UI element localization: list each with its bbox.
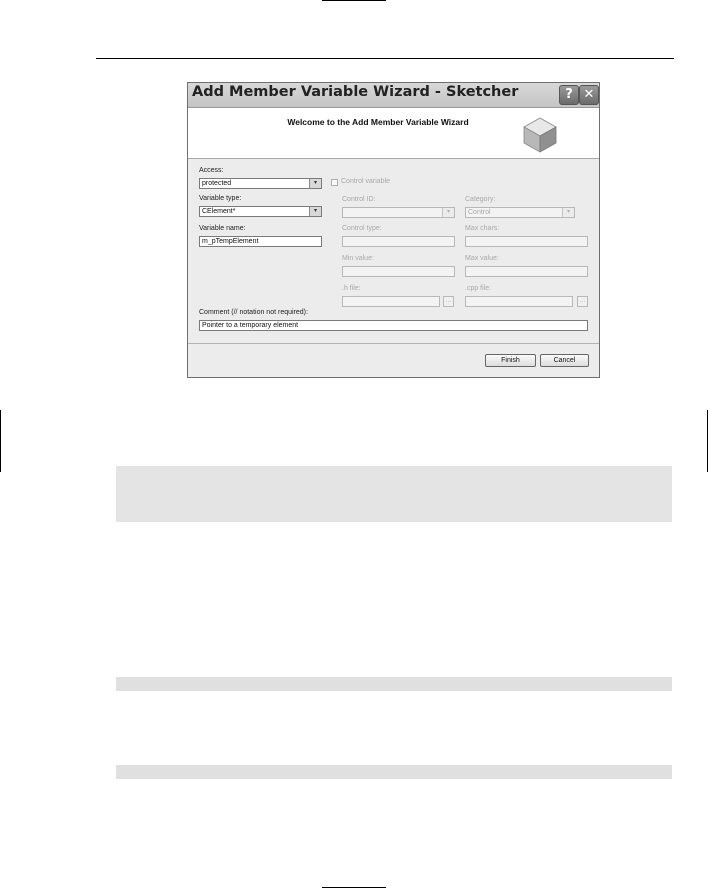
control-id-select[interactable]	[342, 207, 455, 218]
variable-name-label: Variable name:	[199, 225, 246, 232]
chevron-down-icon[interactable]: ▾	[309, 179, 321, 188]
chevron-down-icon[interactable]: ▾	[442, 208, 454, 217]
code-bar	[116, 765, 672, 779]
control-variable-label: Control variable	[341, 178, 391, 185]
add-member-variable-dialog	[187, 82, 600, 378]
category-label: Category:	[465, 196, 496, 203]
wizard-header	[188, 108, 599, 159]
control-variable-checkbox[interactable]	[331, 179, 338, 186]
variable-type-label: Variable type:	[199, 195, 242, 202]
control-type-input[interactable]	[342, 236, 455, 247]
header-rule	[96, 58, 674, 59]
comment-label: Comment (// notation not required):	[199, 309, 308, 316]
welcome-heading: Welcome to the Add Member Variable Wizard	[287, 117, 469, 127]
comment-input[interactable]: Pointer to a temporary element	[199, 320, 588, 331]
max-chars-label: Max chars:	[465, 225, 500, 232]
help-icon[interactable]: ?	[559, 85, 579, 105]
category-select[interactable]	[465, 207, 575, 218]
control-type-label: Control type:	[342, 225, 382, 232]
close-icon[interactable]: ✕	[579, 85, 599, 105]
left-margin-mark	[0, 410, 1, 472]
dialog-title: Add Member Variable Wizard - Sketcher	[192, 84, 519, 100]
cpp-file-label: .cpp file:	[465, 285, 492, 292]
category-value: Control	[468, 209, 491, 216]
variable-type-combo[interactable]	[199, 206, 322, 217]
access-value: protected	[202, 180, 232, 187]
variable-type-value: CElement*	[202, 208, 236, 215]
max-value-input[interactable]	[465, 266, 588, 277]
h-file-input[interactable]	[342, 296, 440, 307]
control-id-label: Control ID:	[342, 196, 376, 203]
top-page-mark	[322, 0, 386, 1]
access-label: Access:	[199, 167, 224, 174]
cpp-file-browse-button[interactable]: ...	[577, 296, 588, 307]
min-value-input[interactable]	[342, 266, 455, 277]
max-chars-input[interactable]	[465, 236, 588, 247]
access-select[interactable]	[199, 178, 322, 189]
cancel-button[interactable]: Cancel	[540, 354, 589, 367]
button-separator	[188, 343, 599, 344]
wizard-cube-icon	[518, 112, 562, 156]
max-value-label: Max value:	[465, 255, 499, 262]
h-file-browse-button[interactable]: ...	[443, 296, 454, 307]
code-bar	[116, 677, 672, 691]
chevron-down-icon[interactable]: ▾	[562, 208, 574, 217]
cpp-file-input[interactable]	[465, 296, 573, 307]
chevron-down-icon[interactable]: ▾	[309, 207, 321, 216]
note-box	[116, 466, 672, 522]
h-file-label: .h file:	[342, 285, 361, 292]
finish-button[interactable]: Finish	[485, 354, 536, 367]
min-value-label: Min value:	[342, 255, 374, 262]
variable-name-input[interactable]: m_pTempElement	[199, 236, 322, 247]
title-bar[interactable]	[188, 83, 599, 108]
